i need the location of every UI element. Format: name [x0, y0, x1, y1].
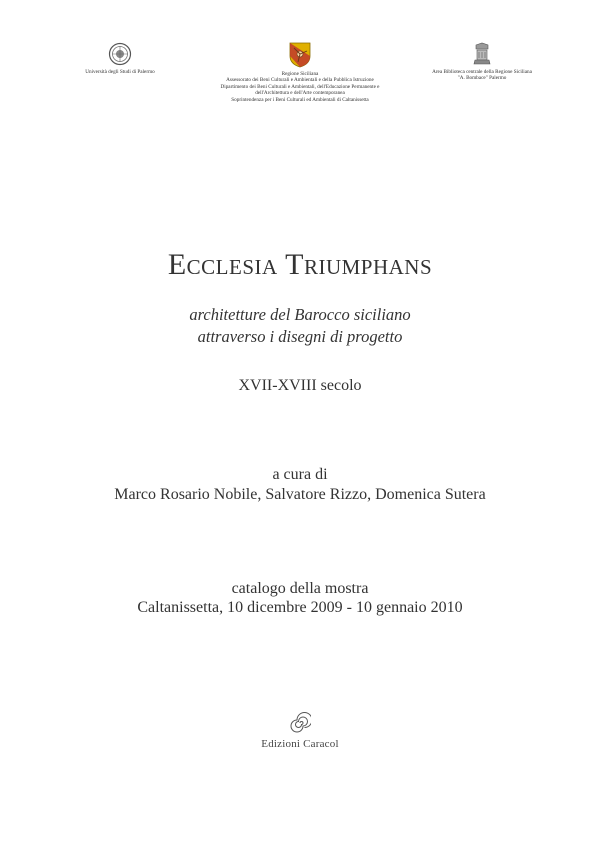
university-seal-icon	[108, 42, 132, 66]
shell-spiral-icon	[289, 712, 311, 734]
institution-line: Soprintendenza per i Beni Culturali ed Ambientali di Caltanissetta	[231, 96, 369, 103]
catalog-label: catalogo della mostra	[231, 580, 369, 597]
institution-line: Dipartimento dei Beni Culturali e Ambientali, dell'Educazione Permanente e	[220, 83, 380, 90]
institution-line: dell'Architettura e dell'Arte contemporanea	[255, 90, 345, 97]
century-label: XVII-XVIII secolo	[238, 377, 362, 394]
curators-label: a cura di	[272, 466, 328, 483]
publisher-name: Edizioni Caracol	[261, 738, 339, 750]
subtitle-line: architetture del Barocco siciliano	[189, 305, 411, 324]
sicily-region-crest-icon	[289, 42, 311, 68]
catalog-dates: Caltanissetta, 10 dicembre 2009 - 10 gennaio 2010	[137, 599, 463, 616]
institution-region	[190, 42, 410, 103]
institution-line: Assessorato dei Beni Culturali e Ambientali e della Pubblica Istruzione	[226, 77, 374, 84]
curators-names: Marco Rosario Nobile, Salvatore Rizzo, Domenica Sutera	[114, 486, 486, 503]
institution-line: Area Biblioteca centrale della Regione Siciliana	[432, 69, 532, 75]
institution-university	[62, 42, 178, 75]
subtitle-line: attraverso i disegni di progetto	[197, 327, 403, 346]
institution-line: "A. Bombace" Palermo	[457, 75, 507, 82]
library-emblem-icon	[472, 42, 492, 66]
institution-line: Regione Siciliana	[281, 71, 319, 77]
institution-library	[420, 42, 544, 82]
page-title: Ecclesia Triumphans	[167, 248, 433, 281]
publisher	[0, 712, 600, 750]
institution-line: Università degli Studi di Palermo	[85, 69, 155, 75]
